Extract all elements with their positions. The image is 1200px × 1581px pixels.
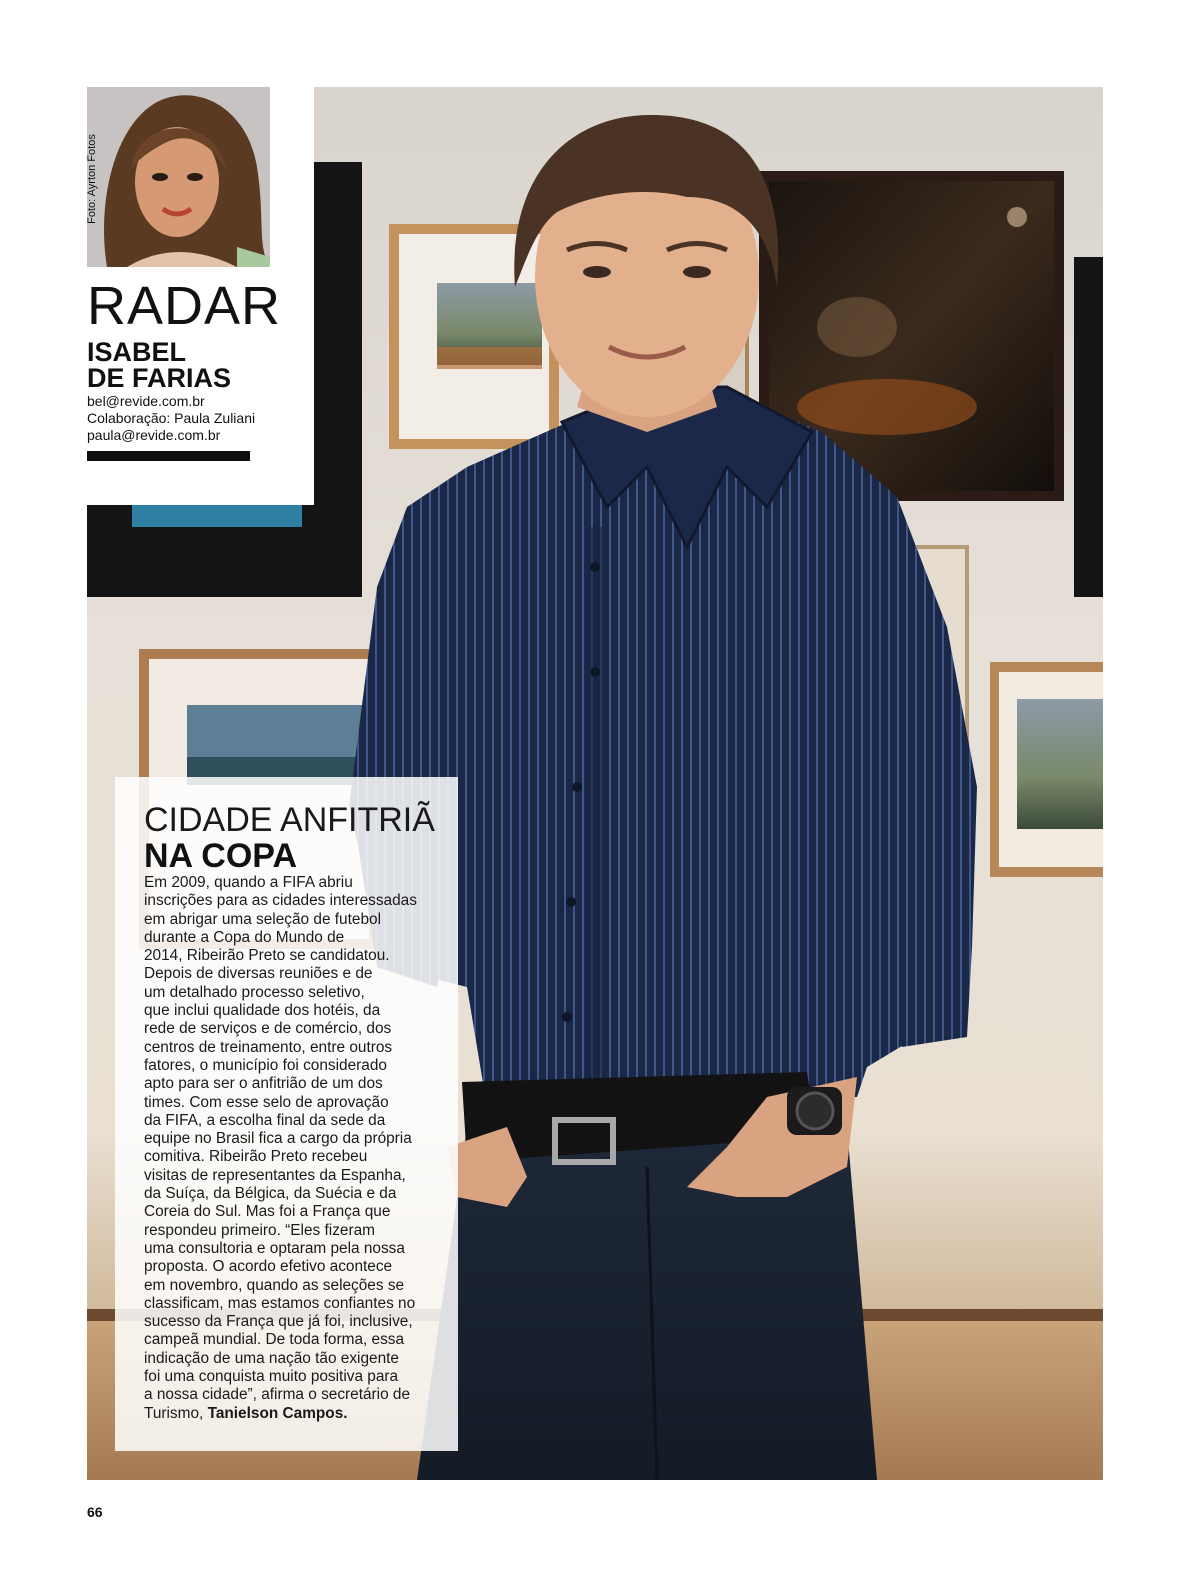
- body-line: equipe no Brasil fica a cargo da própria: [144, 1130, 412, 1148]
- body-line: classificam, mas estamos confiantes no: [144, 1294, 416, 1312]
- body-line: em abrigar uma seleção de futebol: [144, 910, 381, 928]
- body-line: comitiva. Ribeirão Preto recebeu: [144, 1148, 368, 1166]
- body-line: centros de treinamento, entre outros: [144, 1038, 393, 1056]
- author-name: [87, 339, 307, 391]
- article-box: [115, 777, 458, 1451]
- body-line: inscrições para as cidades interessadas: [144, 892, 417, 910]
- body-line: rede de serviços e de comércio, dos: [144, 1020, 392, 1038]
- body-last-line-prefix: Turismo,: [144, 1404, 208, 1422]
- body-line: uma consultoria e optaram pela nossa: [144, 1239, 405, 1257]
- body-last-line: [144, 1405, 444, 1423]
- body-line: respondeu primeiro. “Eles fizeram: [144, 1221, 375, 1239]
- body-line: fatores, o município foi considerado: [144, 1056, 387, 1074]
- body-line: sucesso da França que já foi, inclusive,: [144, 1313, 413, 1331]
- body-line: em novembro, quando as seleções se: [144, 1276, 405, 1294]
- body-line: da FIFA, a escolha final da sede da: [144, 1111, 386, 1129]
- body-line: Depois de diversas reuniões e de: [144, 965, 373, 983]
- collaboration-credit: Colaboração: Paula Zuliani: [87, 410, 256, 426]
- body-line: durante a Copa do Mundo de: [144, 928, 345, 946]
- body-line: a nossa cidade”, afirma o secretário de: [144, 1386, 411, 1404]
- quoted-person-name: Tanielson Campos.: [207, 1404, 348, 1422]
- body-line: Em 2009, quando a FIFA abriu: [144, 874, 353, 891]
- body-line: foi uma conquista muito positiva para: [144, 1368, 399, 1386]
- body-line: Coreia do Sul. Mas foi a França que: [144, 1203, 391, 1221]
- author-name-line1: ISABEL: [87, 337, 187, 367]
- body-line: 2014, Ribeirão Preto se candidatou.: [144, 947, 390, 965]
- byline-rule: [87, 451, 250, 461]
- collaboration-email: paula@revide.com.br: [87, 427, 221, 443]
- body-line: da Suíça, da Bélgica, da Suécia e da: [144, 1185, 397, 1203]
- body-line: que inclui qualidade dos hotéis, da: [144, 1002, 381, 1020]
- section-title: RADAR: [87, 276, 282, 336]
- article-kicker: CIDADE ANFITRIÃ: [144, 801, 435, 839]
- page-number: 66: [87, 1504, 103, 1520]
- body-line: visitas de representantes da Espanha,: [144, 1166, 406, 1184]
- body-line: indicação de uma nação tão exigente: [144, 1349, 399, 1367]
- body-line: um detalhado processo seletivo,: [144, 983, 365, 1001]
- columnist-portrait: [87, 87, 270, 267]
- author-email: bel@revide.com.br: [87, 393, 205, 409]
- contact-info: [87, 393, 307, 444]
- body-line: campeã mundial. De toda forma, essa: [144, 1331, 405, 1349]
- columnist-portrait-illustration: [87, 87, 270, 267]
- body-line: proposta. O acordo efetivo acontece: [144, 1258, 393, 1276]
- article-body: [144, 874, 444, 1423]
- body-line: apto para ser o anfitrião de um dos: [144, 1075, 383, 1093]
- photo-credit: Foto: Ayrton Fotos: [86, 134, 98, 224]
- column-byline: [87, 87, 314, 505]
- author-name-line2: DE FARIAS: [87, 363, 232, 393]
- body-line: times. Com esse selo de aprovação: [144, 1093, 389, 1111]
- article-headline: NA COPA: [144, 837, 297, 875]
